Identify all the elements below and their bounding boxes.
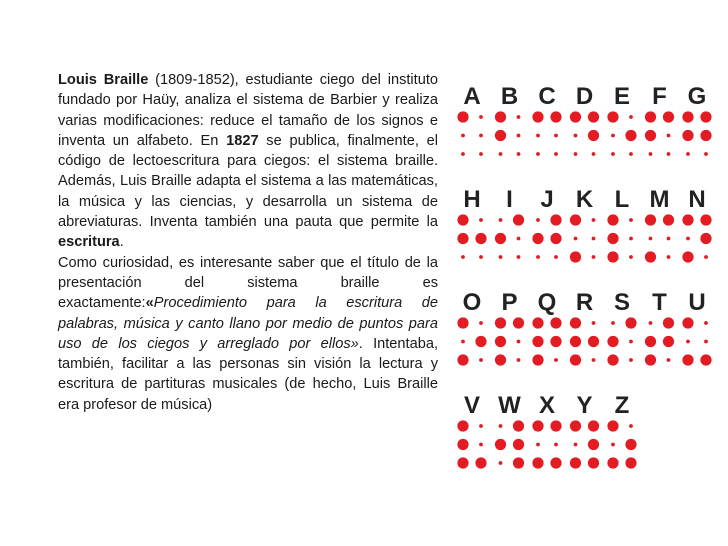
- braille-dot-raised: [682, 251, 693, 262]
- braille-letter-label: Y: [576, 392, 593, 419]
- braille-dot-raised: [663, 214, 674, 225]
- braille-letter-label: B: [500, 83, 519, 110]
- braille-letter-label: S: [613, 289, 631, 316]
- braille-letter-label: G: [687, 83, 707, 110]
- braille-dot-raised: [607, 354, 618, 365]
- braille-dot-raised: [550, 317, 561, 328]
- braille-dot-raised: [588, 111, 599, 122]
- braille-dot-raised: [700, 354, 711, 365]
- braille-cell-w: [495, 392, 524, 469]
- braille-dot-flat: [574, 152, 578, 156]
- braille-cell-g: [682, 83, 711, 156]
- braille-cell-c: [532, 83, 561, 156]
- text-fragment: .: [119, 234, 124, 251]
- braille-dot-flat: [479, 358, 483, 362]
- braille-cell-s: [607, 289, 636, 366]
- text-fragment: . Intentaba, también, facilitar a las personas sin visión la lectura y escritura de partituras musicales (de hecho, Luis Braille era profesor de música): [58, 335, 439, 413]
- text-fragment: se publica, finalmente, el código de lectoescritura para ciegos: el sistema braille. Además, Luis Braille adapta el sistema a las matemáticas, la música y las ciencias, y desarrolla un sistema de abreviaturas. Inventa también una pauta que permite la: [58, 132, 438, 231]
- braille-dot-raised: [588, 457, 599, 468]
- braille-dot-raised: [550, 111, 561, 122]
- braille-cell-m: [645, 186, 674, 263]
- braille-dot-raised: [570, 420, 581, 431]
- name-louis-braille: Louis Braille: [58, 72, 149, 88]
- braille-dot-flat: [554, 443, 558, 447]
- braille-dot-flat: [629, 152, 633, 156]
- braille-dot-raised: [457, 233, 468, 244]
- braille-dot-raised: [588, 420, 599, 431]
- quote-open: «: [145, 295, 154, 312]
- braille-cell-e: [607, 83, 636, 156]
- braille-dot-flat: [686, 237, 690, 241]
- braille-dot-flat: [629, 237, 633, 241]
- braille-dot-flat: [629, 115, 633, 119]
- braille-cell-x: [532, 392, 561, 469]
- braille-dot-flat: [499, 152, 503, 156]
- braille-dot-raised: [550, 233, 561, 244]
- word-escritura: escritura: [58, 234, 120, 251]
- braille-dot-raised: [570, 214, 581, 225]
- braille-dot-raised: [645, 214, 656, 225]
- braille-dot-raised: [700, 130, 711, 141]
- braille-cell-j: [532, 186, 561, 259]
- braille-dot-flat: [517, 255, 521, 259]
- braille-dot-raised: [550, 336, 561, 347]
- braille-dot-flat: [649, 321, 653, 325]
- braille-letter-label: K: [575, 186, 594, 213]
- braille-alphabet-chart: [452, 70, 722, 470]
- braille-letter-label: V: [463, 392, 481, 419]
- braille-dot-flat: [554, 358, 558, 362]
- braille-letter-label: H: [463, 186, 481, 213]
- braille-dot-raised: [663, 111, 674, 122]
- braille-dot-raised: [682, 130, 693, 141]
- braille-dot-raised: [625, 457, 636, 468]
- braille-dot-raised: [457, 457, 468, 468]
- braille-dot-raised: [663, 336, 674, 347]
- braille-dot-raised: [495, 439, 506, 450]
- braille-dot-raised: [645, 354, 656, 365]
- braille-letter-label: W: [498, 392, 521, 419]
- braille-dot-flat: [499, 424, 503, 428]
- text-fragment: (1809-1852), estudiante ciego del instituto fundado por Haüy, analiza el sistema de Barbier y realiza varias modificaciones: reduce el tamaño de los signos e inventa un alfabeto. En: [58, 72, 439, 149]
- braille-dot-flat: [574, 237, 578, 241]
- braille-dot-raised: [607, 111, 618, 122]
- braille-dot-raised: [607, 214, 618, 225]
- braille-dot-raised: [682, 354, 693, 365]
- braille-cell-h: [457, 186, 486, 259]
- paragraph-history: [58, 70, 438, 253]
- braille-dot-flat: [592, 152, 596, 156]
- braille-dot-flat: [649, 152, 653, 156]
- braille-dot-flat: [499, 255, 503, 259]
- braille-dot-flat: [517, 115, 521, 119]
- braille-cell-p: [495, 289, 524, 366]
- braille-dot-raised: [513, 214, 524, 225]
- braille-cell-t: [645, 289, 674, 366]
- braille-dot-raised: [588, 130, 599, 141]
- braille-dot-raised: [495, 111, 506, 122]
- braille-dot-flat: [536, 255, 540, 259]
- braille-dot-flat: [479, 321, 483, 325]
- braille-dot-flat: [517, 340, 521, 344]
- braille-cell-n: [682, 186, 711, 263]
- braille-letter-label: I: [506, 186, 513, 213]
- braille-dot-raised: [570, 457, 581, 468]
- braille-dot-flat: [704, 340, 708, 344]
- braille-dot-flat: [536, 134, 540, 138]
- braille-dot-flat: [479, 424, 483, 428]
- braille-dot-raised: [645, 130, 656, 141]
- year-1827: 1827: [226, 132, 259, 149]
- braille-dot-raised: [495, 354, 506, 365]
- braille-cell-y: [570, 392, 599, 469]
- braille-dot-raised: [588, 336, 599, 347]
- braille-letter-label: E: [613, 83, 631, 110]
- braille-dot-raised: [645, 336, 656, 347]
- braille-dot-raised: [550, 420, 561, 431]
- braille-dot-flat: [536, 152, 540, 156]
- braille-dot-raised: [457, 439, 468, 450]
- braille-dot-flat: [461, 255, 465, 259]
- braille-dot-flat: [649, 237, 653, 241]
- braille-dot-flat: [499, 461, 503, 465]
- braille-dot-flat: [592, 218, 596, 222]
- braille-cell-o: [457, 289, 486, 366]
- braille-dot-flat: [667, 358, 671, 362]
- braille-dot-flat: [629, 358, 633, 362]
- braille-dot-flat: [479, 152, 483, 156]
- braille-dot-raised: [495, 233, 506, 244]
- braille-dot-flat: [517, 358, 521, 362]
- braille-dot-raised: [625, 317, 636, 328]
- braille-dot-raised: [588, 439, 599, 450]
- braille-dot-raised: [495, 130, 506, 141]
- braille-dot-raised: [700, 233, 711, 244]
- braille-cell-d: [570, 83, 599, 156]
- braille-letter-label: F: [652, 83, 667, 110]
- braille-dot-flat: [629, 255, 633, 259]
- braille-cell-a: [457, 83, 483, 156]
- braille-dot-flat: [479, 443, 483, 447]
- braille-dot-flat: [667, 255, 671, 259]
- braille-dot-flat: [461, 134, 465, 138]
- braille-dot-flat: [667, 152, 671, 156]
- braille-dot-raised: [570, 317, 581, 328]
- braille-cell-b: [495, 83, 521, 156]
- text-block: [58, 70, 438, 415]
- text-fragment: Como curiosidad, es interesante saber que el título de la presentación del sistema braille es exactamente:: [58, 254, 438, 312]
- braille-letter-label: X: [538, 392, 556, 419]
- braille-dot-raised: [495, 336, 506, 347]
- paragraph-curiosity: [58, 253, 438, 415]
- braille-dot-raised: [550, 457, 561, 468]
- braille-dot-raised: [532, 111, 543, 122]
- braille-dot-flat: [554, 255, 558, 259]
- braille-dot-raised: [607, 336, 618, 347]
- braille-dot-flat: [479, 255, 483, 259]
- braille-dot-raised: [457, 354, 468, 365]
- braille-letter-label: J: [540, 186, 554, 213]
- braille-dot-flat: [629, 424, 633, 428]
- braille-cell-f: [645, 83, 674, 156]
- braille-dot-raised: [625, 439, 636, 450]
- braille-dot-raised: [570, 251, 581, 262]
- braille-cell-r: [570, 289, 599, 366]
- braille-dot-flat: [554, 134, 558, 138]
- braille-dot-raised: [682, 214, 693, 225]
- braille-dot-raised: [532, 420, 543, 431]
- braille-dot-raised: [607, 457, 618, 468]
- braille-dot-flat: [574, 134, 578, 138]
- braille-letter-label: P: [501, 289, 518, 316]
- braille-dot-flat: [611, 321, 615, 325]
- braille-dot-flat: [536, 443, 540, 447]
- braille-dot-raised: [570, 111, 581, 122]
- braille-dot-raised: [570, 336, 581, 347]
- braille-dot-raised: [532, 354, 543, 365]
- braille-dot-raised: [495, 317, 506, 328]
- braille-dot-flat: [611, 152, 615, 156]
- braille-letter-label: L: [614, 186, 630, 213]
- braille-dot-flat: [517, 152, 521, 156]
- braille-dot-flat: [686, 152, 690, 156]
- braille-letter-label: Z: [614, 392, 630, 419]
- braille-dot-raised: [457, 111, 468, 122]
- braille-dot-raised: [457, 317, 468, 328]
- braille-letter-label: N: [688, 186, 706, 213]
- braille-cell-v: [457, 392, 486, 469]
- braille-dot-raised: [682, 317, 693, 328]
- braille-letter-label: U: [688, 289, 706, 316]
- braille-dot-flat: [536, 218, 540, 222]
- braille-dot-flat: [704, 321, 708, 325]
- braille-dot-flat: [517, 134, 521, 138]
- braille-letter-label: M: [649, 186, 670, 213]
- braille-dot-raised: [513, 317, 524, 328]
- braille-dot-raised: [645, 251, 656, 262]
- braille-letter-label: D: [575, 83, 594, 110]
- braille-dot-flat: [592, 255, 596, 259]
- braille-letter-label: Q: [537, 289, 557, 316]
- braille-dot-flat: [611, 134, 615, 138]
- braille-letter-label: T: [652, 289, 667, 316]
- braille-dot-flat: [667, 237, 671, 241]
- braille-cell-i: [495, 186, 524, 259]
- braille-dot-raised: [475, 457, 486, 468]
- braille-dot-raised: [570, 354, 581, 365]
- braille-dot-flat: [574, 443, 578, 447]
- braille-dot-flat: [499, 218, 503, 222]
- braille-dot-flat: [704, 255, 708, 259]
- braille-dot-flat: [479, 115, 483, 119]
- braille-letter-label: O: [462, 289, 482, 316]
- braille-dot-raised: [607, 420, 618, 431]
- braille-dot-flat: [479, 218, 483, 222]
- braille-dot-flat: [479, 134, 483, 138]
- braille-dot-flat: [461, 152, 465, 156]
- braille-dot-raised: [475, 233, 486, 244]
- braille-dot-flat: [592, 237, 596, 241]
- braille-dot-raised: [532, 233, 543, 244]
- braille-dot-raised: [457, 420, 468, 431]
- braille-dot-raised: [700, 111, 711, 122]
- braille-letter-label: R: [575, 289, 594, 316]
- braille-cell-u: [682, 289, 711, 366]
- braille-dot-flat: [611, 443, 615, 447]
- braille-dot-flat: [667, 134, 671, 138]
- braille-dot-raised: [625, 130, 636, 141]
- braille-cell-l: [607, 186, 633, 263]
- braille-dot-raised: [663, 317, 674, 328]
- braille-dot-raised: [532, 457, 543, 468]
- braille-dot-raised: [700, 214, 711, 225]
- braille-dot-raised: [513, 439, 524, 450]
- braille-dot-raised: [457, 214, 468, 225]
- braille-dot-raised: [682, 111, 693, 122]
- braille-dot-raised: [607, 233, 618, 244]
- braille-dot-raised: [513, 420, 524, 431]
- braille-dot-raised: [532, 336, 543, 347]
- braille-dot-flat: [686, 340, 690, 344]
- braille-dot-raised: [645, 111, 656, 122]
- braille-dot-flat: [629, 218, 633, 222]
- braille-dot-flat: [517, 237, 521, 241]
- presentation-title: Procedimiento para la escritura de palabras, música y canto llano por medio de puntos para uso de los ciegos y arreglado por ellos»: [58, 295, 438, 352]
- braille-cell-z: [607, 392, 636, 469]
- braille-dot-flat: [704, 152, 708, 156]
- braille-cell-q: [532, 289, 561, 366]
- braille-dot-flat: [461, 340, 465, 344]
- braille-dot-raised: [532, 317, 543, 328]
- braille-dot-flat: [554, 152, 558, 156]
- braille-dot-flat: [629, 340, 633, 344]
- braille-dot-flat: [592, 358, 596, 362]
- braille-dot-raised: [550, 214, 561, 225]
- braille-cell-k: [570, 186, 596, 263]
- braille-letter-label: C: [538, 83, 556, 110]
- braille-dot-flat: [592, 321, 596, 325]
- braille-dot-raised: [513, 457, 524, 468]
- braille-letter-label: A: [463, 83, 481, 110]
- braille-dot-raised: [475, 336, 486, 347]
- braille-dot-raised: [607, 251, 618, 262]
